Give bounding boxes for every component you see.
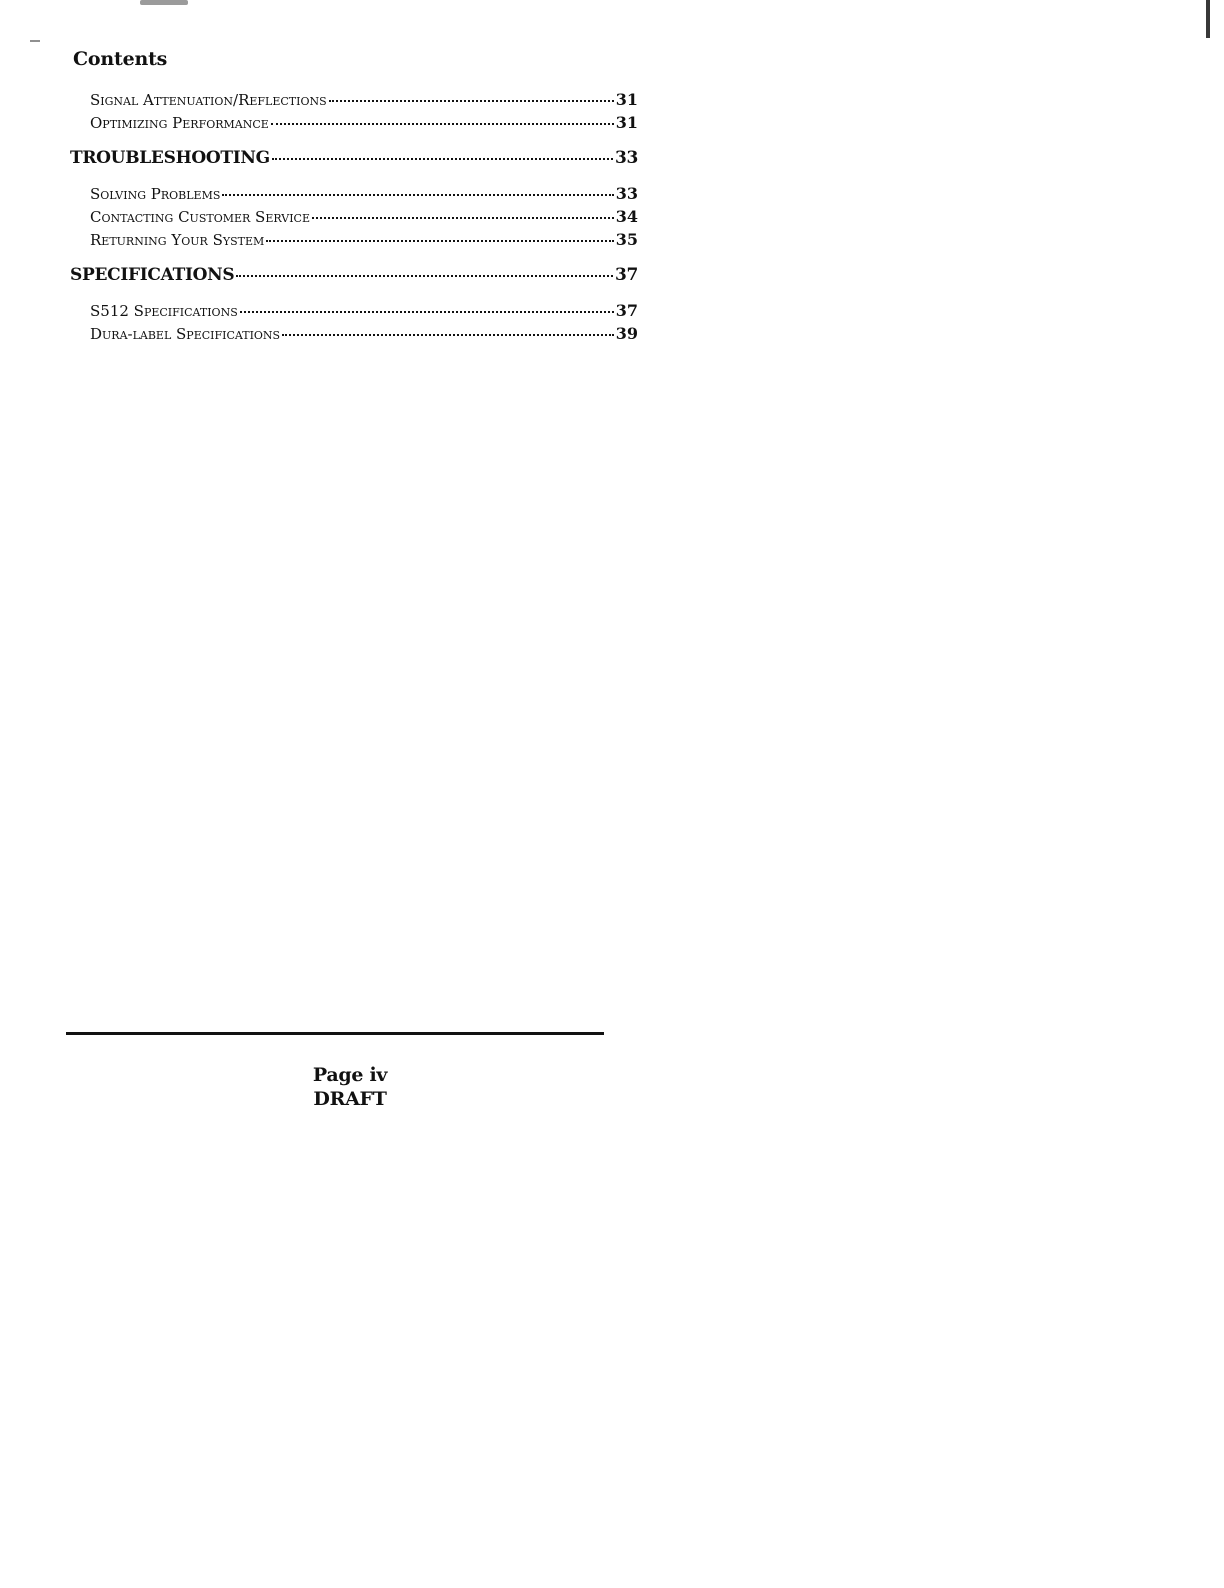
toc-entry-page: 37 (614, 265, 638, 285)
toc-entry-label: Dura-label Specifications (90, 325, 281, 343)
toc-entry-label: Contacting Customer Service (90, 208, 310, 226)
toc-entry-label: Solving Problems (90, 185, 221, 203)
toc-entry-label: SPECIFICATIONS (70, 265, 235, 285)
toc-entry-page: 31 (615, 113, 638, 132)
toc-leader-dots (222, 194, 613, 196)
toc-entry-optimizing-performance[interactable] (70, 111, 638, 134)
toc-entry-dura-label-specifications[interactable] (70, 322, 638, 345)
toc-entry-label: TROUBLESHOOTING (70, 148, 270, 168)
toc-entry-solving-problems[interactable] (70, 182, 638, 205)
toc-leader-dots (312, 217, 614, 219)
toc-entry-troubleshooting[interactable] (70, 144, 638, 172)
toc-entry-label: S512 Specifications (90, 302, 238, 320)
toc-leader-dots (266, 240, 613, 242)
table-of-contents (70, 88, 638, 345)
toc-entry-page: 31 (615, 90, 638, 109)
toc-entry-label: Returning Your System (90, 231, 265, 249)
toc-entry-label: Signal Attenuation/Reflections (90, 91, 327, 109)
page-title: Contents (73, 48, 168, 70)
toc-leader-dots (240, 311, 614, 313)
toc-entry-label: Optimizing Performance (90, 114, 269, 132)
toc-entry-page: 33 (614, 148, 638, 168)
footer-draft-label: DRAFT (313, 1088, 387, 1110)
toc-entry-page: 39 (615, 324, 638, 343)
toc-entry-page: 35 (615, 230, 638, 249)
toc-entry-returning-your-system[interactable] (70, 228, 638, 251)
toc-entry-s512-specifications[interactable] (70, 299, 638, 322)
scan-artifact-edge (1206, 0, 1210, 38)
toc-entry-page: 33 (615, 184, 638, 203)
toc-entry-specifications[interactable] (70, 261, 638, 289)
footer-page-number: Page iv (312, 1064, 388, 1086)
footer-divider (66, 1032, 604, 1035)
toc-entry-page: 34 (615, 207, 638, 226)
scan-artifact-top (140, 0, 188, 5)
toc-leader-dots (271, 123, 614, 125)
toc-leader-dots (272, 158, 613, 160)
toc-leader-dots (236, 275, 613, 277)
scan-artifact-left (30, 40, 40, 42)
toc-entry-contacting-customer-service[interactable] (70, 205, 638, 228)
toc-entry-signal-attenuation[interactable] (70, 88, 638, 111)
toc-leader-dots (329, 100, 614, 102)
toc-entry-page: 37 (615, 301, 638, 320)
toc-leader-dots (282, 334, 614, 336)
